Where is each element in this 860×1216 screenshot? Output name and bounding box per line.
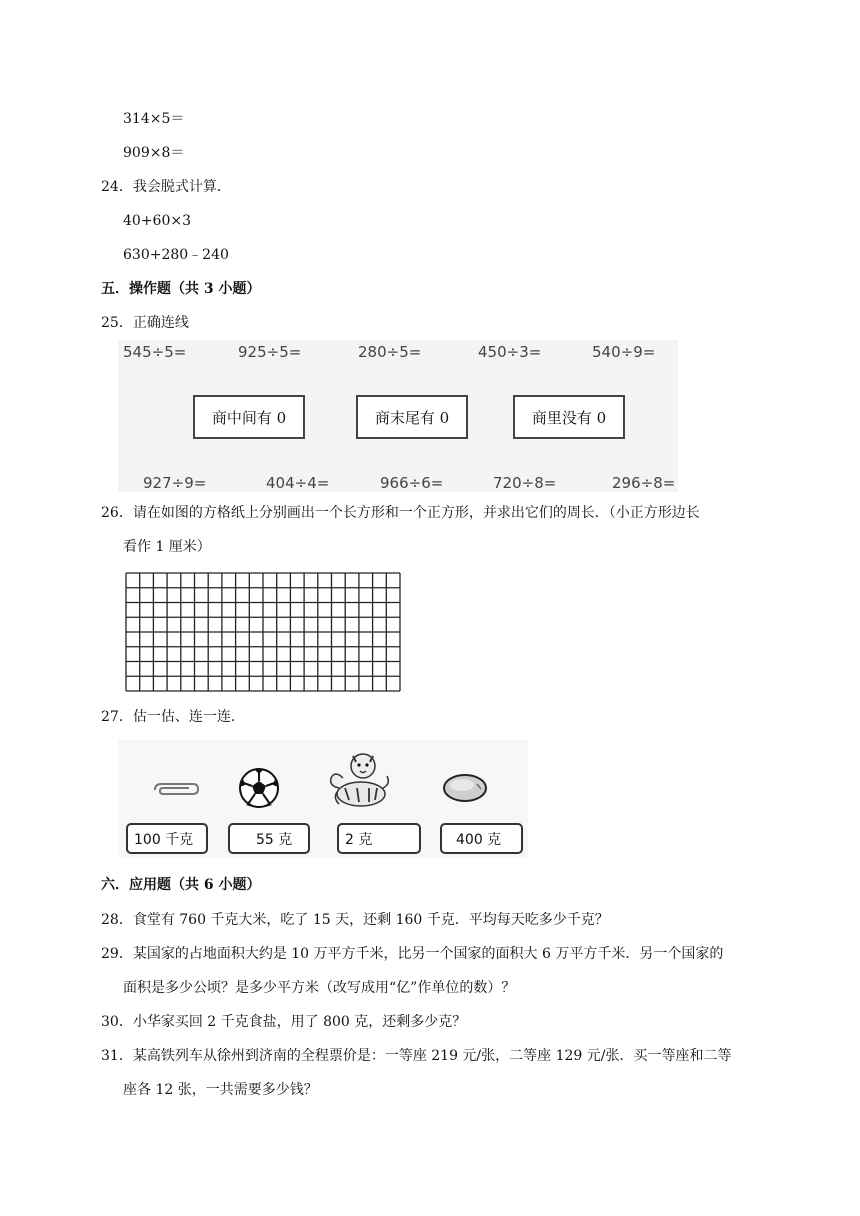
- top-equation: 450÷3=: [478, 343, 542, 361]
- q25-figure: [118, 340, 678, 492]
- question-30: 30．小华家买回 2 千克食盐，用了 800 克，还剩多少克？: [101, 1014, 467, 1030]
- bottom-equation: 296÷8=: [612, 474, 676, 492]
- calc-line-2: 909×8＝: [123, 145, 185, 161]
- question-24: 24．我会脱式计算．: [101, 179, 231, 195]
- question-29-cont: 面积是多少公顷？是多少平方米（改写成用“亿”作单位的数）？: [123, 980, 516, 996]
- top-equation: 280÷5=: [358, 343, 422, 361]
- paperclip-icon: [151, 780, 201, 800]
- q24-expression-2: 630+280﹣240: [123, 247, 229, 263]
- question-27: 27．估一估、连一连．: [101, 709, 245, 725]
- question-26: 26．请在如图的方格纸上分别画出一个长方形和一个正方形，并求出它们的周长．（小正方形边长: [101, 505, 700, 521]
- bottom-equation: 966÷6=: [380, 474, 444, 492]
- top-equation: 540÷9=: [592, 343, 656, 361]
- answer-box-middle-zero: 商中间有 0: [193, 395, 305, 439]
- answer-box-end-zero: 商末尾有 0: [356, 395, 468, 439]
- answer-box-no-zero: 商里没有 0: [513, 395, 625, 439]
- bottom-equation: 720÷8=: [493, 474, 557, 492]
- egg-icon: [441, 772, 489, 804]
- weight-box-2g: 2 克: [337, 823, 421, 854]
- bottom-equation: 404÷4=: [266, 474, 330, 492]
- q27-figure: [118, 740, 528, 858]
- top-equation: 545÷5=: [123, 343, 187, 361]
- q24-expression-1: 40+60×3: [123, 213, 191, 229]
- question-28: 28．食堂有 760 千克大米，吃了 15 天，还剩 160 千克．平均每天吃多少千克？: [101, 912, 609, 928]
- question-31-cont: 座各 12 张，一共需要多少钱？: [123, 1082, 318, 1098]
- tiger-toy-icon: [323, 748, 393, 810]
- calc-line-1: 314×5＝: [123, 111, 185, 127]
- weight-box-100kg: 100 千克: [126, 823, 208, 854]
- weight-box-55g: 55 克: [228, 823, 310, 854]
- section-6-title: 六．应用题（共 6 小题）: [101, 877, 261, 893]
- grid-paper: [125, 572, 403, 694]
- top-equation: 925÷5=: [238, 343, 302, 361]
- soccer-ball-icon: [238, 767, 280, 809]
- bottom-equation: 927÷9=: [143, 474, 207, 492]
- question-29: 29．某国家的占地面积大约是 10 万平方千米，比另一个国家的面积大 6 万平方千米．另一个国家的: [101, 946, 724, 962]
- question-31: 31．某高铁列车从徐州到济南的全程票价是：一等座 219 元/张，二等座 129 元/张．买一等座和二等: [101, 1048, 732, 1064]
- section-5-title: 五．操作题（共 3 小题）: [101, 281, 261, 297]
- question-26-cont: 看作 1 厘米）: [123, 539, 211, 555]
- weight-box-400g: 400 克: [440, 823, 523, 854]
- question-25: 25．正确连线: [101, 315, 189, 331]
